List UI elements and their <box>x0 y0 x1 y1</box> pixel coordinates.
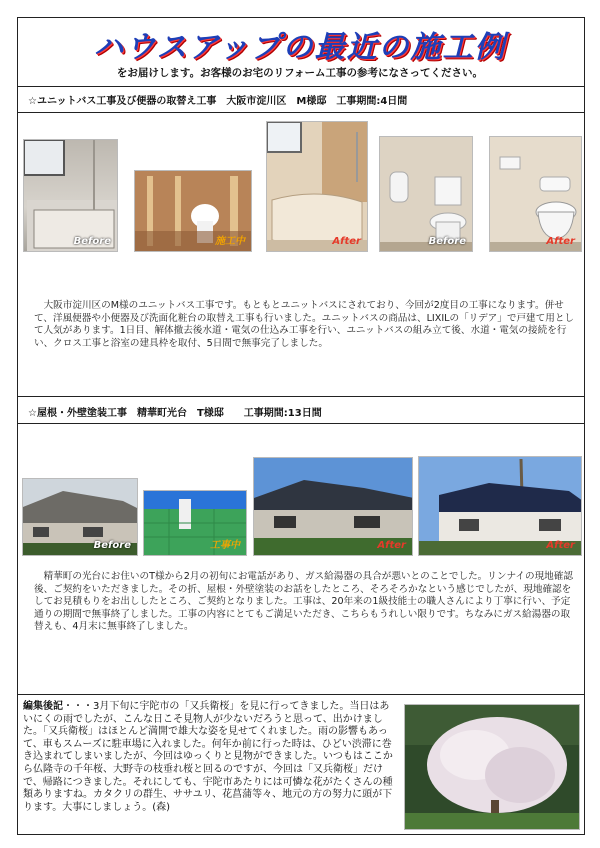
section-description-roof <box>34 571 578 634</box>
section-heading-roof: ☆屋根・外壁塗装工事 精華町光台 T様邸 工事期間:13日間 <box>28 408 322 419</box>
label-before: Before <box>93 540 131 551</box>
photo-house-after-1 <box>253 457 413 556</box>
label-after: After <box>546 236 575 247</box>
divider <box>18 86 584 87</box>
photo-house-before <box>22 478 138 556</box>
photo-bath-before <box>23 139 118 252</box>
label-after: After <box>377 540 406 551</box>
label-midwork: 工事中 <box>210 540 240 551</box>
toilet-after-image <box>490 137 582 252</box>
divider <box>18 423 584 424</box>
toilet-before-image <box>380 137 473 252</box>
label-before: Before <box>73 236 111 247</box>
photo-bath-midwork <box>134 170 252 252</box>
editors-note-label: 編集後記 <box>23 701 63 712</box>
photo-toilet-after <box>489 136 582 252</box>
description-text: 大阪市淀川区のM様のユニットバス工事です。もともとユニットバスにされており、今回が2度目の工事になります。併せて、洋風便器や小便器及び洗面化粧台の取替え工事も行いました。ユニットバスの商品は、LIXILの「リデア」で戸建て用として人気があります。1日目、解体撤去後水道・電気の仕込み工事を行い、ユニットバスの組み立て後、水道・電気の接続を行い、クロス工事と浴室の建具枠を取付、5日間で無事完了しました。 <box>34 300 575 349</box>
photo-toilet-before <box>379 136 473 252</box>
label-after: After <box>332 236 361 247</box>
editors-note-text: ・・・3月下旬に宇陀市の「又兵衛桜」を見に行ってきました。当日はあいにくの雨でしたが、こんな日こそ見物人が少ないだろうと思って、出かけました。「又兵衛桜」はほとんど満開で雄大な姿を見せてくれました。雨の影響もあって、車もスムーズに駐車場に入れました。何年か前に行った時は、ひどい渋滞に巻き込まれてしまいましたが、今回はゆっくりと見物ができました。いつもはここから仏隆寺の千年桜、大野寺の枝垂れ桜と回るのですが、今回は「又兵衛桜」だけで、帰路につきました。それにしても、宇陀市あたりには可憐な花がたくさんの種類ありますね。カタクリの群生、ササユリ、花菖蒲等々、地元の方の努力に頭が下ります。大事にしましょう。(森) <box>23 701 393 813</box>
photo-house-after-2 <box>418 456 582 556</box>
page-subtitle: をお届けします。お客様のお宅のリフォーム工事の参考になさってください。 <box>116 67 484 79</box>
section-heading-bath: ☆ユニットバス工事及び便器の取替え工事 大阪市淀川区 M様邸 工事期間:4日間 <box>28 96 408 107</box>
bath-after-image <box>267 122 368 252</box>
label-midwork: 施工中 <box>215 236 245 247</box>
divider <box>18 396 584 397</box>
divider <box>18 112 584 113</box>
photo-bath-after <box>266 121 368 252</box>
page-title: ハウスアップの最近の施工例 <box>93 30 507 65</box>
editors-note <box>23 701 399 814</box>
label-before: Before <box>428 236 466 247</box>
photo-cherry-tree <box>404 704 580 830</box>
cherry-tree-image <box>405 705 580 830</box>
photo-house-midwork <box>143 490 247 556</box>
description-text: 精華町の光台にお住いのT様から2月の初旬にお電話があり、ガス給湯器の具合が悪いとのことでした。リンナイの現地確認後、ご契約をいただきました。その折、屋根・外壁塗装のお話をしたところ、そろそろかなという感じでしたが、現地確認をしてお見積もりをお出ししたところ、ご契約となりました。工事は、20年来の1級技能士の職人さんにより丁寧に行い、予定通りの期間で無事終了しました。工事の内容にとてもご満足いただき、こちらもうれしい限りです。ちなみにガス給湯器の取替えも、4月末に無事終了しました。 <box>34 571 573 633</box>
section-description-bath <box>34 300 578 350</box>
label-after: After <box>546 540 575 551</box>
divider <box>18 694 584 695</box>
